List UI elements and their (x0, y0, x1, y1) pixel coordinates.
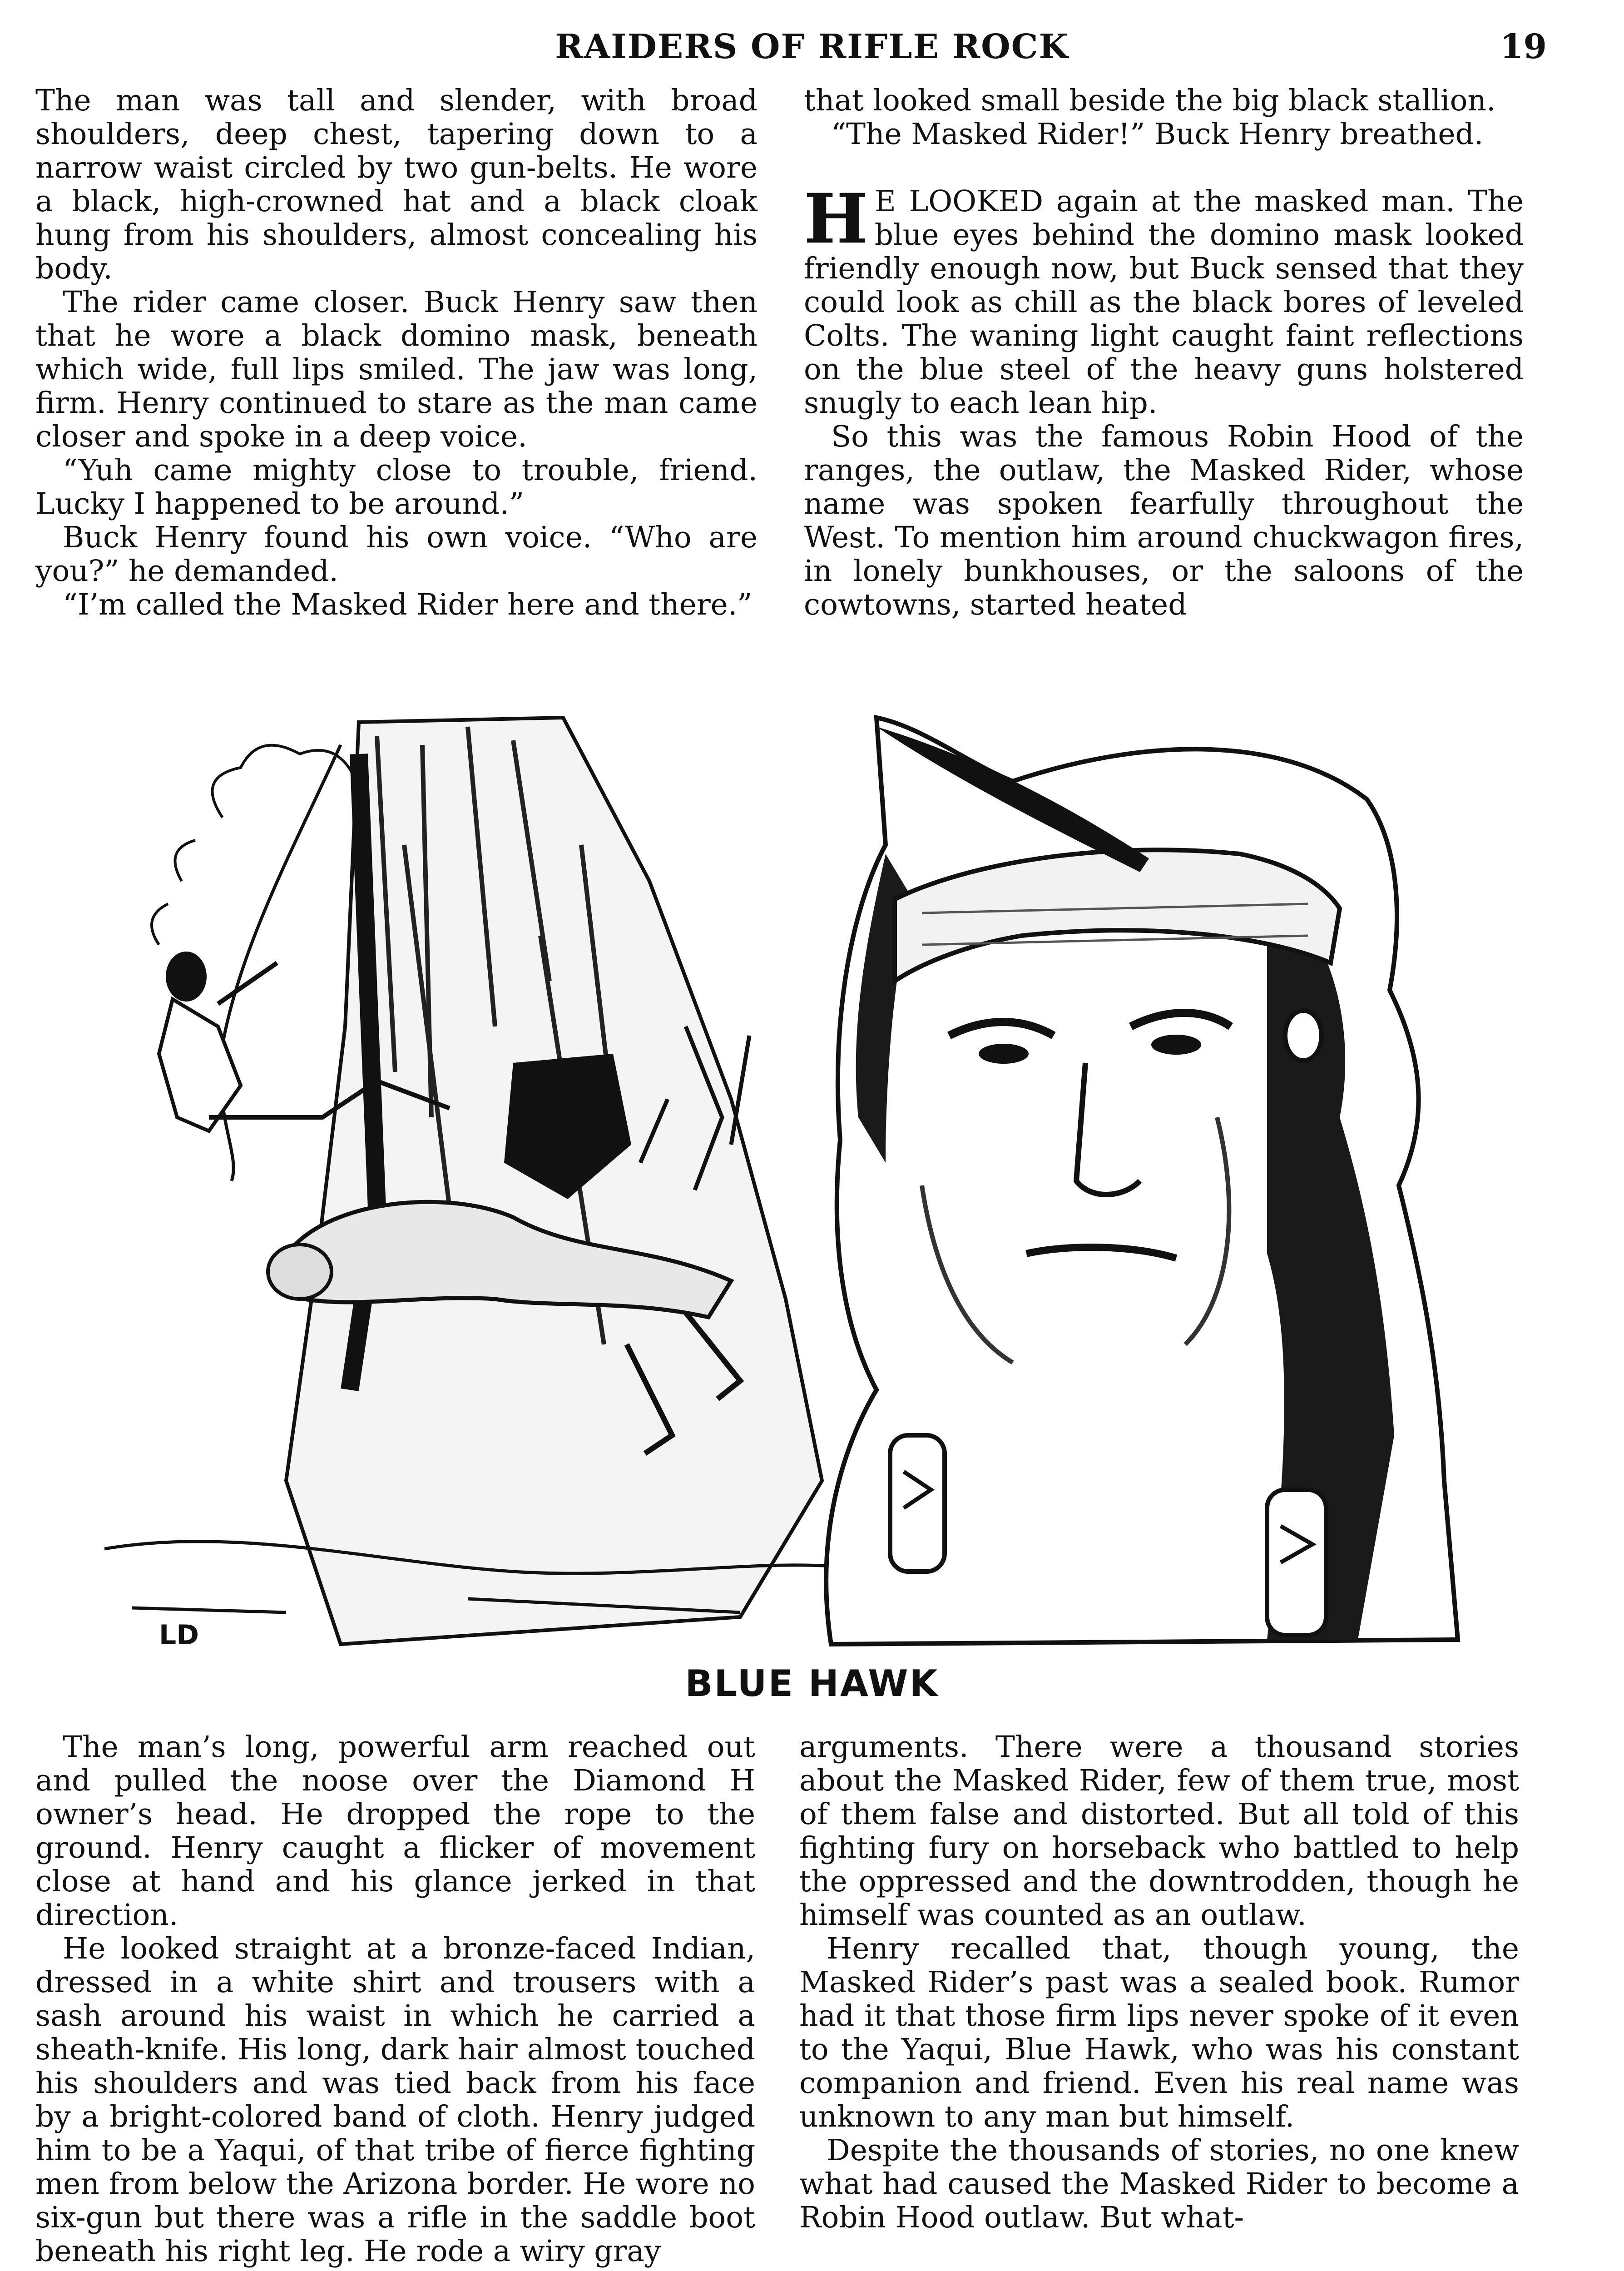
dropcap-paragraph (804, 179, 1524, 420)
paragraph: “I’m called the Masked Rider here and there.” (63, 588, 753, 622)
paragraph: Henry recalled that, though young, the Masked Rider’s past was a sealed book. Rumor had it that those firm lips never spoke of it even to the Yaqui, Blue Hawk, who was his constant companion and friend. Even his real name was unknown to any man but himself. (799, 1932, 1519, 2134)
ink-drawing (104, 709, 1476, 1658)
paragraph-text: E LOOKED again at the masked man. The blue eyes behind the domino mask looked friendly enough now, but Buck sensed that they could look as chill as the black bores of leveled Colts. The waning light caught faint reflections on the blue steel of the heavy guns holstered snugly to each lean hip. (804, 184, 1524, 420)
hair-wrap-right (1267, 1490, 1326, 1635)
page-number: 19 (1500, 27, 1547, 66)
paragraph: “The Masked Rider!” Buck Henry breathed. (831, 117, 1484, 151)
top-right-column (804, 84, 1524, 622)
bottom-left-column (35, 1731, 755, 2268)
bottom-right-column (799, 1731, 1519, 2235)
paragraph: So this was the famous Robin Hood of the ranges, the outlaw, the Masked Rider, whose name was spoken fearfully throughout the West. To mention him around chuckwagon fires, in lonely bunkhouses, or the saloons of the cowtowns, started heated (804, 420, 1524, 622)
running-title: RAIDERS OF RIFLE ROCK (555, 27, 1069, 66)
paragraph: that looked small beside the big black stallion. (804, 84, 1496, 118)
cloud (213, 745, 355, 818)
hair-wrap-left (890, 1435, 945, 1572)
paragraph: Buck Henry found his own voice. “Who are you?” he demanded. (35, 521, 758, 588)
paragraph: The man’s long, powerful arm reached out and pulled the noose over the Diamond H owner’s head. He dropped the rope to the ground. Henry caught a flicker of movement close at hand and his glance jerked in that direction. (35, 1730, 755, 1932)
artist-signature: LD (159, 1619, 199, 1651)
earring (1285, 1011, 1322, 1061)
paragraph: Despite the thousands of stories, no one knew what had caused the Masked Rider to become a Robin Hood outlaw. But what- (799, 2133, 1519, 2235)
paragraph: The rider came closer. Buck Henry saw then that he wore a black domino mask, beneath which wide, full lips smiled. The jaw was long, firm. Henry continued to stare as the man came closer and spoke in a deep voice. (35, 285, 758, 454)
drop-cap: H (804, 179, 868, 259)
illustration-caption: BLUE HAWK (685, 1662, 939, 1705)
paragraph: “Yuh came mighty close to trouble, friend. Lucky I happened to be around.” (35, 453, 758, 521)
blue-hawk-portrait (826, 718, 1458, 1644)
illustration-blue-hawk (104, 709, 1476, 1658)
paragraph: arguments. There were a thousand stories about the Masked Rider, few of them true, most of them false and distorted. But all told of this fighting fury on horseback who battled to help the oppressed and the downtrodden, though he himself was counted as an outlaw. (799, 1730, 1519, 1932)
paragraph: He looked straight at a bronze-faced Indian, dressed in a white shirt and trousers with a sash around his waist in which he carried a sheath-knife. His long, dark hair almost touched his shoulders and was tied back from his face by a bright-colored band of cloth. Henry judged him to be a Yaqui, of that tribe of fierce fighting men from below the Arizona border. He wore no six-gun but there was a rifle in the saddle boot beneath his right leg. He rode a wiry gray (35, 1932, 755, 2268)
paragraph: The man was tall and slender, with broad shoulders, deep chest, tapering down to a narrow waist circled by two gun-belts. He wore a black, high-crowned hat and a black cloak hung from his shoulders, almost concealing his body. (35, 84, 758, 286)
top-left-column (35, 84, 758, 622)
page-header (0, 27, 1624, 77)
